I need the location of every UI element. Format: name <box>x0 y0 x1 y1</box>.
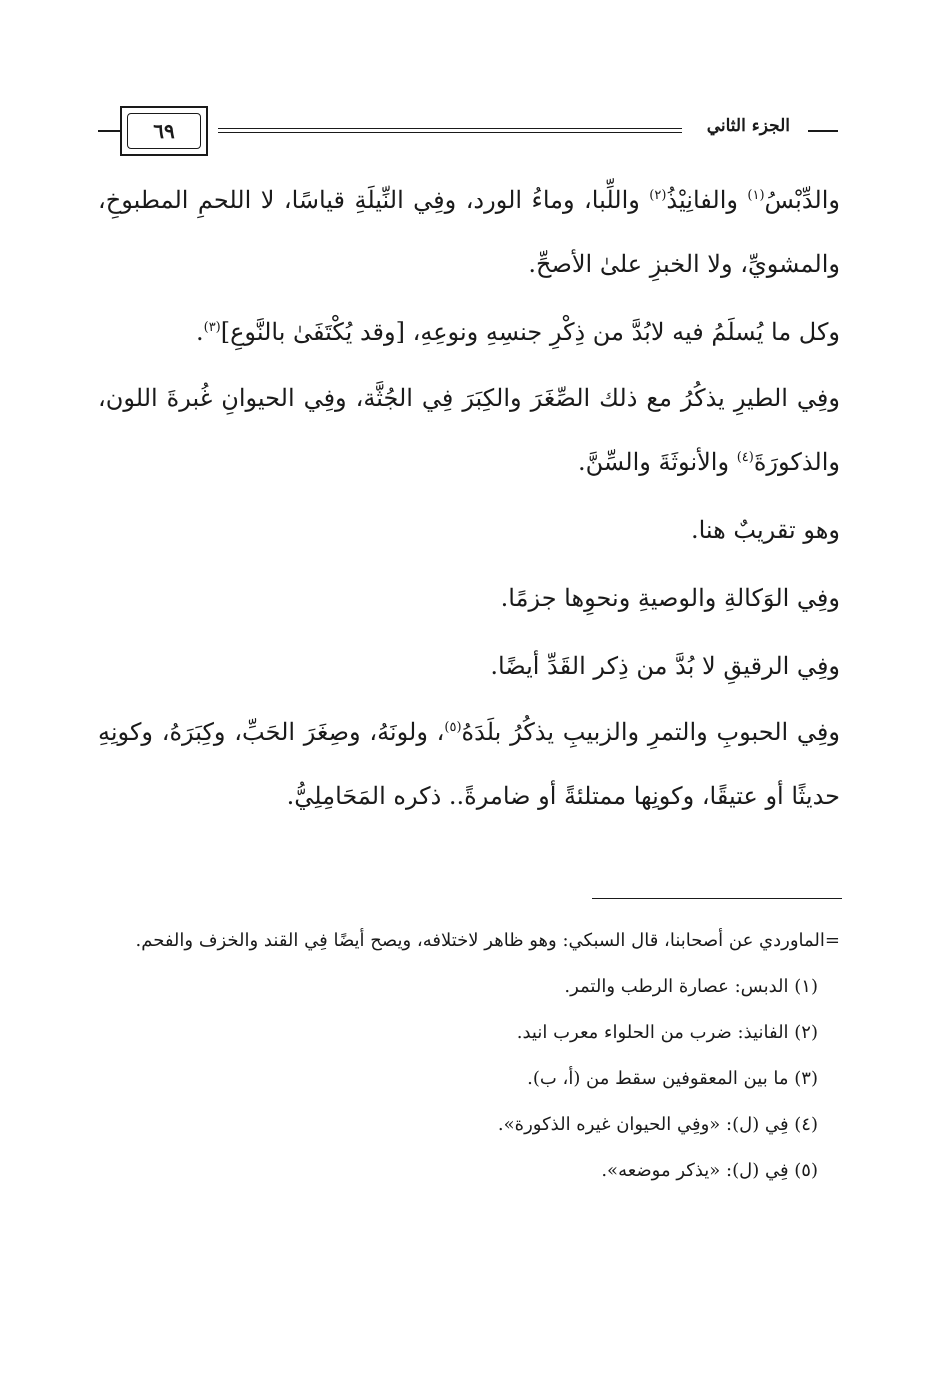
header-rule <box>218 128 682 133</box>
text-span: وفِي الطيرِ يذكُرُ مع ذلك الصِّغَرَ والكِبَرَ فِي الجُثَّة، وفِي الحيوانِ غُبرةَ اللون، والذكورَةَ <box>98 384 840 476</box>
paragraph-5: وفِي الوَكالةِ والوصيةِ ونحوِها جزمًا. <box>500 584 840 612</box>
text-span: والفانِيْذُ <box>666 186 748 214</box>
page-number-box <box>120 106 208 156</box>
footnote-1: (١) الدبس: عصارة الرطب والتمر. <box>564 976 818 997</box>
text-span: واللِّبا، وماءُ الورد، وفِي النِّيلَةِ قياسًا، لا اللحمِ المطبوخِ، والمشويِّ، ولا الخبزِ علىٰ الأصحِّ. <box>98 186 840 278</box>
paragraph-4: وهو تقريبٌ هنا. <box>690 516 840 544</box>
paragraph-3 <box>98 366 840 494</box>
text-span: . <box>195 318 204 346</box>
text-span: والأنوثَةَ والسِّنَّ. <box>577 448 737 476</box>
running-title: الجزء الثاني <box>706 116 790 136</box>
page-number: ٦٩ <box>127 113 201 149</box>
main-text <box>98 168 840 828</box>
footnotes <box>98 918 840 1194</box>
text-span: وكل ما يُسلَمُ فيه لابُدَّ من ذِكْرِ جنسِهِ ونوعِهِ، [وقد يُكْتَفَىٰ بالنَّوعِ] <box>220 318 840 346</box>
page-header <box>100 104 840 158</box>
paragraph-2 <box>98 300 840 364</box>
footnote-3: (٣) ما بين المعقوفين سقط من (أ، ب). <box>527 1068 818 1089</box>
header-dash-right <box>808 130 838 132</box>
footnote-continuation: =الماوردي عن أصحابنا، قال السبكي: وهو ظاهر لاختلافه، ويصح أيضًا فِي القند والخزف والفحم. <box>135 930 840 951</box>
footnote-4: (٤) فِي (ل): «وفِي الحيوان غيره الذكورة». <box>497 1114 818 1135</box>
footnote-ref-3[interactable]: (٣) <box>203 320 221 335</box>
text-span: ، ولونَهُ، وصِغَرَ الحَبِّ، وكِبَرَهُ، وكونِهِ حديثًا أو عتيقًا، وكونِها ممتلئةً أو ضامرةً.. ذكره المَحَامِلِيُّ. <box>98 718 840 810</box>
footnote-separator <box>592 898 842 899</box>
paragraph-6: وفِي الرقيقِ لا بُدَّ من ذِكر القَدِّ أيضًا. <box>490 652 840 680</box>
paragraph-1 <box>98 168 840 296</box>
text-span: والدِّبْسُ <box>764 186 840 214</box>
paragraph-7 <box>98 700 840 828</box>
header-dash-left <box>98 130 120 132</box>
footnote-ref-1[interactable]: (١) <box>747 188 765 203</box>
footnote-5: (٥) فِي (ل): «يذكر موضعه». <box>601 1160 818 1181</box>
footnote-ref-4[interactable]: (٤) <box>736 450 754 465</box>
footnote-ref-2[interactable]: (٢) <box>649 188 667 203</box>
footnote-ref-5[interactable]: (٥) <box>444 720 462 735</box>
text-span: وفِي الحبوبِ والتمرِ والزبيبِ يذكُرُ بلَدَهُ <box>461 718 840 746</box>
footnote-2: (٢) الفانيذ: ضرب من الحلواء معرب انيد. <box>516 1022 818 1043</box>
footnote-list <box>98 964 840 1194</box>
